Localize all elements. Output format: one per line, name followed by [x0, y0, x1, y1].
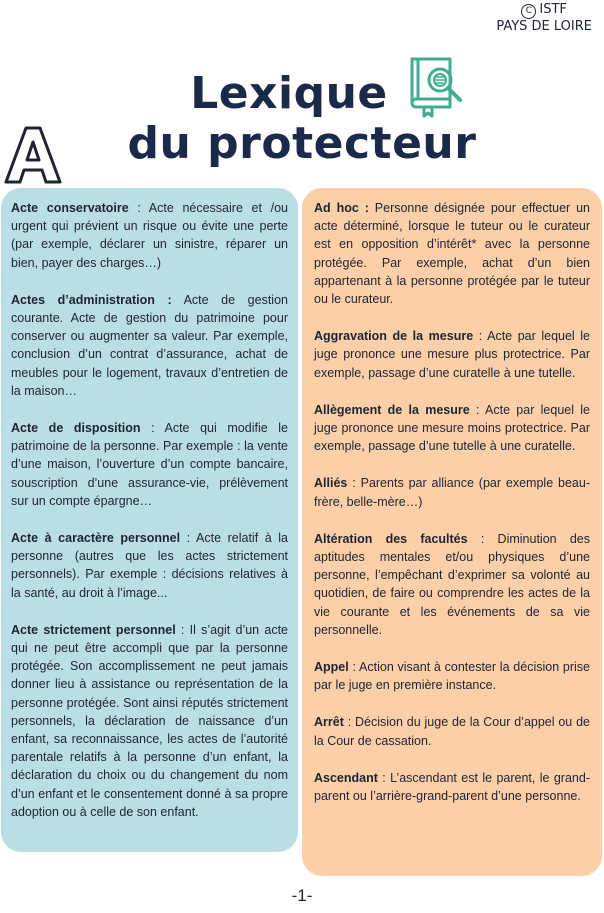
glossary-entry: [314, 199, 590, 308]
entry-term: Altération des facultés: [314, 531, 468, 546]
glossary-entry: [11, 529, 288, 602]
entry-term: Aggravation de la mesure: [314, 329, 474, 344]
entry-separator: :: [348, 660, 360, 675]
entry-term: Appel: [314, 660, 349, 675]
entry-definition: Diminution des aptitudes mentales et/ou physiques d’une personne, l’empêchant d’exprimer sa volonté au quotidien, de faire ou comprendre les actes de la vie courante et les événements de sa vie personnelle.: [314, 531, 590, 637]
glossary-entry: [314, 327, 590, 382]
glossary-column-left: [1, 188, 298, 852]
copyright-region: PAYS DE LOIRE: [496, 19, 592, 34]
entry-separator: :: [140, 421, 165, 436]
entry-definition: Acte relatif à la personne (autres que les actes strictement personnels). Par exemple : décisions relatives à la santé, au droit à l’image...: [11, 531, 288, 600]
letter-a-outline-icon: [2, 122, 64, 186]
glossary-entry: [11, 621, 288, 821]
glossary-entry: [314, 658, 590, 694]
entry-term: Acte conservatoire: [11, 201, 129, 215]
entry-separator: :: [473, 329, 488, 344]
entry-definition: Acte qui modifie le patrimoine de la personne. Par exemple : la vente d’une maison, l’ouverture d’un compte bancaire, souscription d’une assurance-vie, prélèvement sur un compte épargne…: [11, 421, 288, 508]
glossary-entry: [314, 713, 590, 749]
page-number: -1-: [291, 886, 313, 905]
entry-definition: Acte par lequel le juge prononce une mesure moins protectrice. Par exemple, passage d’une tutelle à une curatelle.: [314, 402, 591, 454]
entry-definition: Décision du juge de la Cour d’appel ou de la Cour de cassation.: [314, 715, 590, 748]
entry-separator: :: [377, 770, 391, 785]
entry-term: Allègement de la mesure: [314, 402, 470, 417]
glossary-entry: [11, 419, 288, 510]
entry-term: Ad hoc :: [314, 201, 369, 215]
entry-separator: [172, 293, 184, 307]
entry-separator: :: [180, 531, 197, 546]
glossary-entry: [314, 474, 590, 510]
copyright-org: ISTF: [539, 2, 567, 17]
title-line-2: du protecteur: [127, 118, 477, 169]
entry-definition: Action visant à contester la décision prise par le juge en première instance.: [314, 660, 590, 693]
entry-term: Acte strictement personnel: [11, 622, 176, 637]
glossary-entry: [314, 530, 590, 639]
entry-definition: Il s’agit d’un acte qui ne peut être accompli que par la personne protégée. Son accomplissement ne peut jamais donner lieu à assistance ou représentation de la personne protégée. Sont ainsi réputés strictement personnels, la déclaration de naissance d’un enfant, sa reconnaissance, les actes de l’autorité parentale relatifs à la personne d’un enfant, la déclaration du choix ou du changement du nom d’un enfant et le consentement donné à sa propre adoption ou à celle de son enfant.: [11, 622, 288, 819]
book-search-icon: [404, 53, 468, 119]
glossary-entry: [314, 769, 590, 805]
copyright-symbol: C: [521, 4, 536, 19]
glossary-entry: [11, 199, 288, 272]
copyright-line: [496, 2, 592, 19]
entry-separator: :: [343, 715, 356, 730]
entry-term: Acte de disposition: [11, 421, 141, 436]
glossary-entry: [314, 401, 590, 456]
glossary-entry: [11, 291, 288, 400]
entry-term: Arrêt: [314, 715, 344, 730]
entry-term: Acte à caractère personnel: [11, 531, 181, 546]
entry-separator: :: [347, 476, 361, 491]
glossary-column-right: [302, 188, 602, 876]
entry-separator: :: [469, 402, 486, 417]
entry-definition: Parents par alliance (par exemple beau-frère, belle-mère…): [314, 476, 590, 509]
entry-separator: :: [175, 622, 190, 637]
entry-definition: Acte nécessaire et /ou urgent qui prévient un risque ou évite une perte (par exemple, déclarer un sinistre, réparer un bien, payer des charges…): [11, 201, 288, 270]
copyright-block: [496, 2, 592, 34]
page-title: [0, 70, 604, 168]
title-line-1: Lexique: [190, 68, 388, 119]
entry-separator: :: [467, 531, 498, 546]
entry-definition: Personne désignée pour effectuer un acte déterminé, lorsque le tuteur ou le curateur est en opposition d’intérêt* avec la personne protégée. Par exemple, achat d’un bien appartenant à la personne protégée par le tuteur ou le curateur.: [314, 201, 590, 307]
entry-definition: Acte par lequel le juge prononce une mesure plus protectrice. Par exemple, passage d’une curatelle à une tutelle.: [314, 329, 591, 380]
entry-term: Alliés: [314, 476, 348, 491]
entry-term: Actes d’administration :: [11, 292, 172, 307]
entry-separator: :: [128, 201, 149, 215]
entry-definition: L’ascendant est le parent, le grand-parent ou l’arrière-grand-parent d’une personne.: [314, 770, 590, 804]
entry-definition: Acte de gestion courante. Acte de gestion du patrimoine pour conserver ou augmenter sa valeur. Par exemple, conclusion d’un contrat d’assurance, achat de meubles pour le logement, travaux d’entretien de la maison…: [11, 292, 288, 398]
entry-term: Ascendant: [314, 770, 378, 785]
